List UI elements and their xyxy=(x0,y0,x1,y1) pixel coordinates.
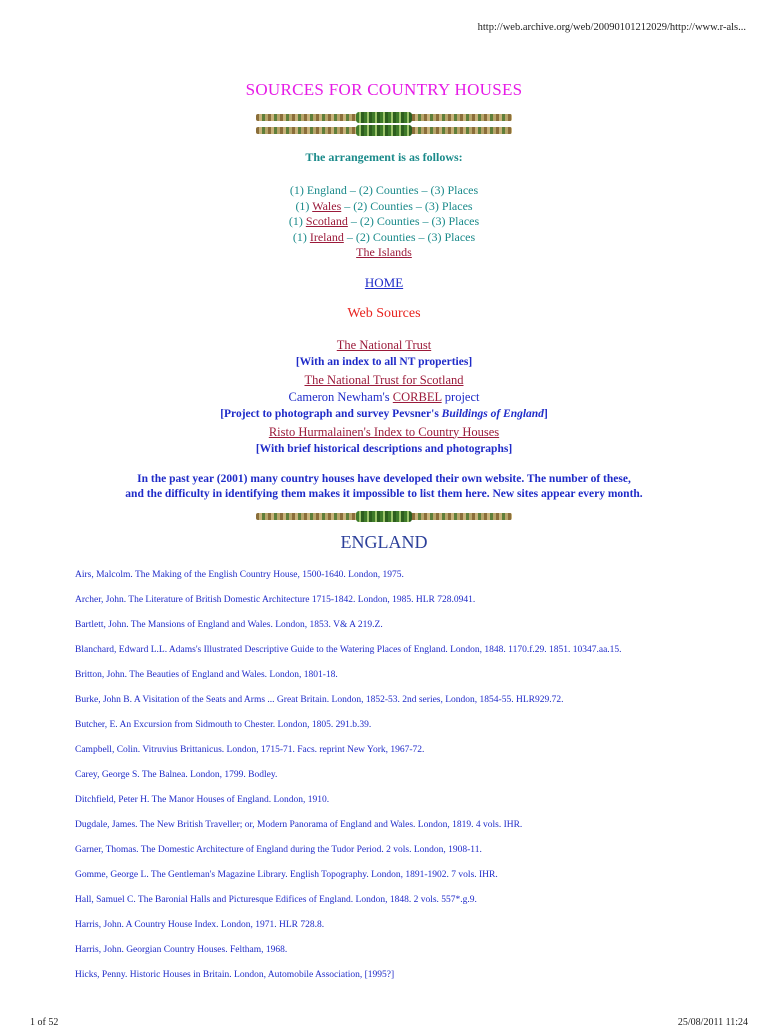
arrangement-heading: The arrangement is as follows: xyxy=(305,150,463,164)
national-trust-note: [With an index to all NT properties] xyxy=(295,355,473,368)
bibliography-entry: Harris, John. Georgian Country Houses. Feltham, 1968. xyxy=(75,944,288,955)
page-title: SOURCES FOR COUNTRY HOUSES xyxy=(245,80,523,99)
arrangement-line xyxy=(0,214,768,230)
arrangement-suffix: – (2) Counties – (3) Places xyxy=(343,229,476,244)
islands-link[interactable]: The Islands xyxy=(356,245,412,259)
risto-link[interactable]: Risto Hurmalainen's Index to Country Houses xyxy=(268,424,500,439)
bibliography-entry: Garner, Thomas. The Domestic Architecture of England during the Tudor Period. 2 vols. London, 1908-11. xyxy=(75,844,482,855)
corbel-pre: Cameron Newham's xyxy=(288,389,393,404)
arrangement-prefix: (1) xyxy=(292,229,310,244)
ornamental-divider xyxy=(256,114,512,121)
corbel-note-pre: [Project to photograph and survey Pevsner's xyxy=(220,407,442,420)
bibliography-entry: Hall, Samuel C. The Baronial Halls and Picturesque Edifices of England. London, 1848. 2 vols. 557*.g.9. xyxy=(75,894,477,905)
arrangement-suffix: – (2) Counties – (3) Places xyxy=(347,214,480,228)
bibliography-entry: Burke, John B. A Visitation of the Seats and Arms ... Great Britain. London, 1852-53. 2nd series, London, 1854-55. HLR929.72. xyxy=(75,694,564,705)
national-trust-link[interactable]: The National Trust xyxy=(336,337,432,352)
arrangement-prefix: (1) xyxy=(295,198,313,213)
home-link[interactable]: HOME xyxy=(364,274,404,290)
intro-paragraph xyxy=(0,472,768,503)
page-content xyxy=(0,80,768,994)
bibliography-entry: Campbell, Colin. Vitruvius Brittanicus. London, 1715-71. Facs. reprint New York, 1967-72. xyxy=(75,744,425,755)
intro-line: and the difficulty in identifying them makes it impossible to list them here. New sites appear every month. xyxy=(125,488,643,500)
risto-note: [With brief historical descriptions and photographs] xyxy=(255,442,513,455)
web-sources-heading: Web Sources xyxy=(347,305,421,321)
arrangement-line xyxy=(0,199,768,215)
intro-line: In the past year (2001) many country houses have developed their own website. The number of these, xyxy=(137,472,631,485)
print-timestamp: 25/08/2011 11:24 xyxy=(677,1017,748,1028)
bibliography-entry: Bartlett, John. The Mansions of England and Wales. London, 1853. V& A 219.Z. xyxy=(75,619,383,630)
bibliography-entry: Butcher, E. An Excursion from Sidmouth to Chester. London, 1805. 291.b.39. xyxy=(75,719,372,730)
ornamental-divider xyxy=(256,513,512,520)
bibliography-entry: Airs, Malcolm. The Making of the English Country House, 1500-1640. London, 1975. xyxy=(75,569,404,580)
nts-link[interactable]: The National Trust for Scotland xyxy=(304,372,464,387)
page-counter: 1 of 52 xyxy=(30,1017,59,1028)
arrangement-line xyxy=(0,183,768,199)
corbel-note xyxy=(0,406,768,423)
arrangement-suffix: – (2) Counties – (3) Places xyxy=(341,198,473,213)
region-link[interactable]: Wales xyxy=(312,198,342,213)
region-label: England xyxy=(306,183,347,197)
bibliography-entry: Dugdale, James. The New British Traveller; or, Modern Panorama of England and Wales. London, 1819. 4 vols. IHR. xyxy=(75,819,523,830)
corbel-note-post: ] xyxy=(543,407,548,420)
ornamental-divider xyxy=(256,127,512,134)
corbel-link[interactable]: CORBEL xyxy=(392,389,442,404)
bibliography-entry: Hicks, Penny. Historic Houses in Britain. London, Automobile Association, [1995?] xyxy=(75,969,395,980)
arrangement-line xyxy=(0,230,768,246)
arrangement-suffix: – (2) Counties – (3) Places xyxy=(346,183,479,197)
region-link[interactable]: Ireland xyxy=(309,229,344,244)
bibliography-entry: Archer, John. The Literature of British Domestic Architecture 1715-1842. London, 1985. HLR 728.0941. xyxy=(75,594,476,605)
archive-url: http://web.archive.org/web/20090101212029/http://www.r-als... xyxy=(477,22,746,33)
corbel-post: project xyxy=(441,389,480,404)
bibliography-entry: Ditchfield, Peter H. The Manor Houses of England. London, 1910. xyxy=(75,794,330,805)
bibliography-entry: Carey, George S. The Balnea. London, 1799. Bodley. xyxy=(75,769,278,780)
arrangement-prefix: (1) xyxy=(289,183,307,197)
corbel-note-italic: Buildings of England xyxy=(441,407,544,420)
arrangement-list xyxy=(0,183,768,245)
corbel-line xyxy=(0,389,768,406)
bibliography-entry: Gomme, George L. The Gentleman's Magazine Library. English Topography. London, 1891-1902. 7 vols. IHR. xyxy=(75,869,498,880)
bibliography-entry: Blanchard, Edward L.L. Adams's Illustrated Descriptive Guide to the Watering Places of England. London, 1848. 1170.f.29. 1851. 10347.aa.15. xyxy=(75,644,622,655)
bibliography-list xyxy=(0,569,768,981)
arrangement-prefix: (1) xyxy=(288,214,306,228)
bibliography-entry: Harris, John. A Country House Index. London, 1971. HLR 728.8. xyxy=(75,919,325,930)
england-heading: ENGLAND xyxy=(340,531,428,552)
region-link[interactable]: Scotland xyxy=(305,214,348,228)
bibliography-entry: Britton, John. The Beauties of England and Wales. London, 1801-18. xyxy=(75,669,338,680)
